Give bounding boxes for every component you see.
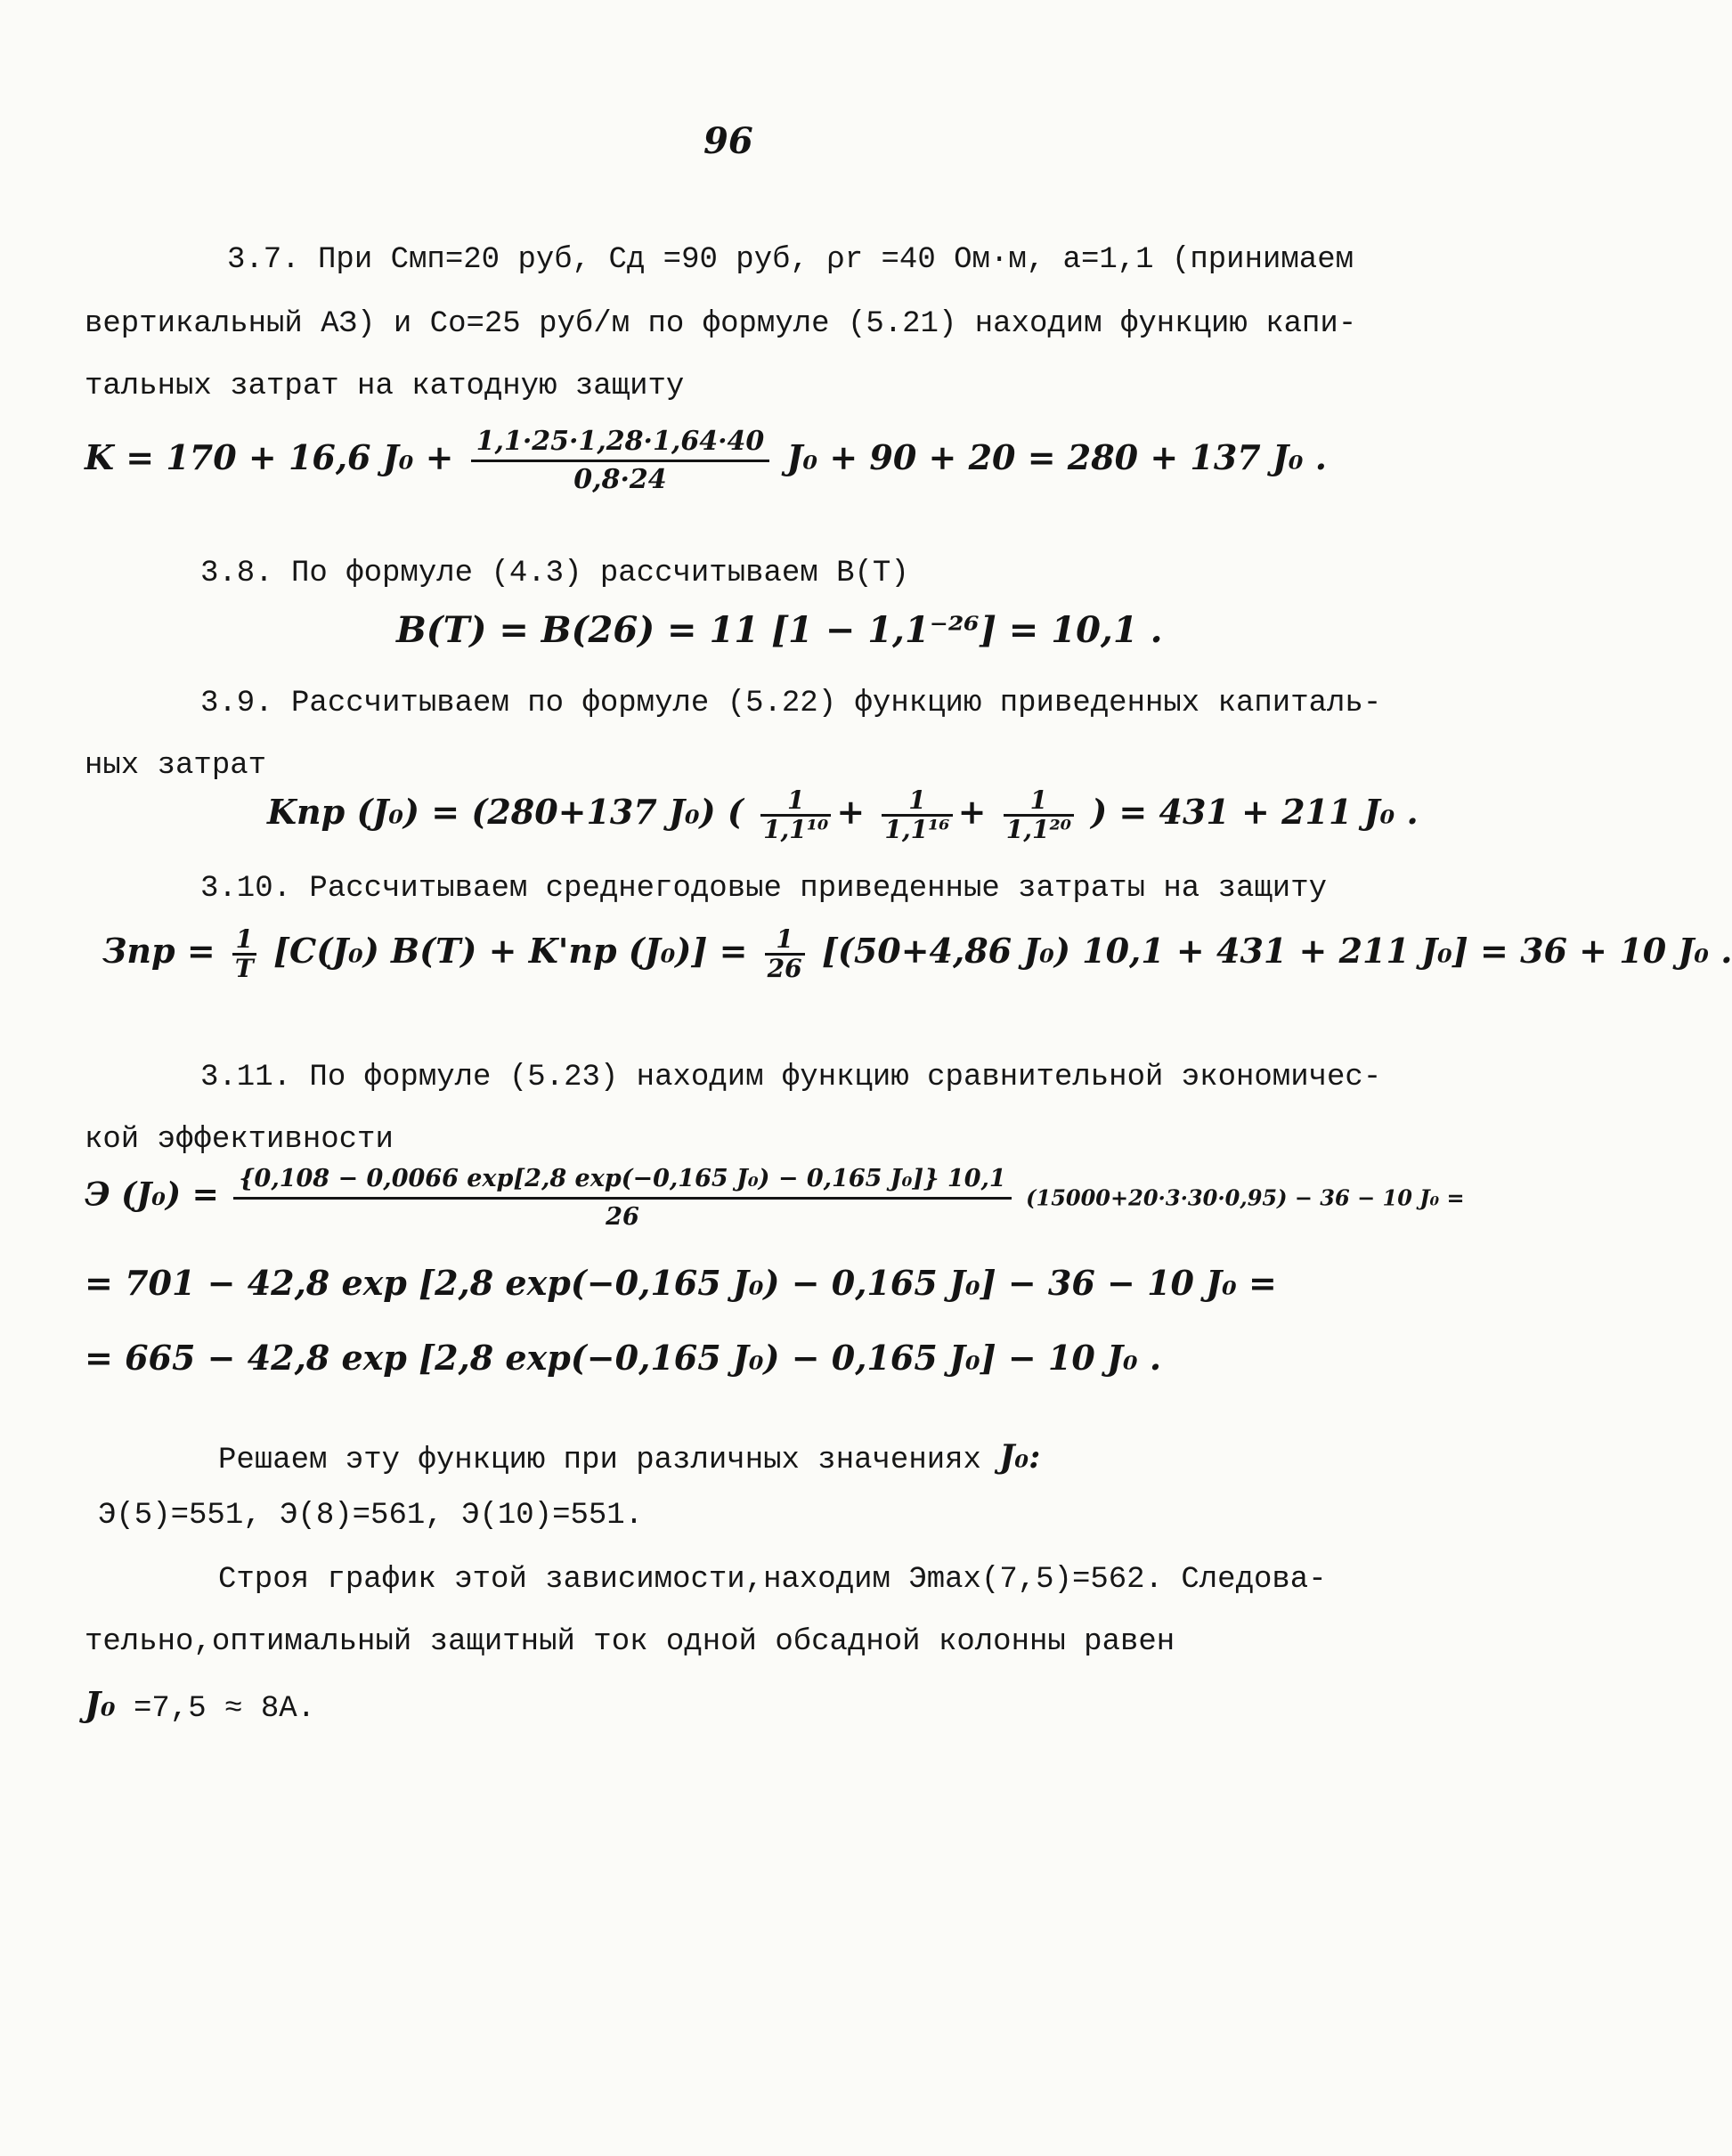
formula-kpr-f1-num: 1 [760,787,831,817]
formula-e-fraction [233,1163,1012,1233]
page-number: 96 [703,120,753,162]
formula-k-numerator: 1,1·25·1,28·1,64·40 [471,426,770,462]
formula-z-f1-num: 1 [232,926,256,956]
formula-z-fraction-1 [232,926,256,982]
formula-kpr-f3-den: 1,1²⁰ [1005,815,1071,844]
solve-line [218,1437,1040,1480]
formula-z-lhs: Зпр = [102,931,215,971]
formula-e-line-1 [85,1163,1465,1233]
formula-k [85,426,1327,496]
formula-e-denominator: 26 [606,1203,639,1231]
formula-kpr-lhs: Kпр (J₀) = (280+137 J₀) ( [267,792,744,832]
formula-z-mid: [C(J₀) B(T) + K'пр (J₀)] = [273,931,748,971]
formula-k-denominator: 0,8·24 [573,464,667,495]
formula-kpr: Kпр (J₀) = (280+137 J₀) ( $\frac{1}{\text{1,1¹⁰}}$ + $\frac{1}{\text{1,1¹⁶}}$ + $\frac{1}{\text{1,1²⁰}}$ ) = 431 + 211 J₀ . [267,785,1419,844]
formula-k-fraction [471,426,770,496]
graph-line-2: тельно,оптимальный защитный ток одной обсадной колонны равен [85,1625,1175,1659]
formula-kpr-fraction-2 [882,787,952,843]
formula-z [102,926,1732,982]
paragraph-3-10: 3.10. Рассчитываем среднегодовые приведенные затраты на защиту [200,872,1328,906]
formula-e-line-3: = 665 − 42,8 exp [2,8 exp(−0,165 J₀) − 0,165 J₀] − 10 J₀ . [85,1338,1162,1378]
formula-z-f2-num: 1 [765,926,805,956]
formula-kpr-f2-num: 1 [882,787,952,817]
formula-z-f1-den: T [234,954,254,983]
formula-b: B(T) = B(26) = 11 [1 − 1,1⁻²⁶] = 10,1 . [396,609,1163,651]
formula-e-line-2: = 701 − 42,8 exp [2,8 exp(−0,165 J₀) − 0,165 J₀] − 36 − 10 J₀ = [85,1263,1277,1303]
paragraph-3-7-line-1: 3.7. При Смп=20 руб, Сд =90 руб, ρr =40 Ом·м, а=1,1 (принимаем [227,243,1354,277]
paragraph-3-7-line-2: вертикальный АЗ) и Со=25 руб/м по формуле (5.21) находим функцию капи- [85,307,1357,341]
formula-kpr-f1-den: 1,1¹⁰ [763,815,829,844]
formula-kpr-fraction-3 [1004,787,1074,843]
formula-kpr-f3-num: 1 [1004,787,1074,817]
result-text: =7,5 ≈ 8А. [134,1692,316,1726]
paragraph-3-11-line-1: 3.11. По формуле (5.23) находим функцию сравнительной экономичес- [200,1061,1382,1094]
values-line: Э(5)=551, Э(8)=561, Э(10)=551. [98,1499,644,1533]
formula-z-f2-den: 26 [767,954,802,983]
formula-kpr-rhs: ) = 431 + 211 J₀ . [1091,792,1419,832]
graph-line-1: Строя график этой зависимости,находим Эmax(7,5)=562. Следова- [218,1563,1327,1597]
formula-k-lhs: K = 170 + 16,6 J₀ + [85,437,454,477]
result-variable: J₀ [85,1684,116,1724]
paragraph-3-9-line-1: 3.9. Рассчитываем по формуле (5.22) функцию приведенных капиталь- [200,687,1382,720]
formula-e-rhs: (15000+20·3·30·0,95) − 36 − 10 J₀ = [1026,1184,1465,1211]
formula-k-rhs: J₀ + 90 + 20 = 280 + 137 J₀ . [786,437,1328,477]
solve-text: Решаем эту функцию при различных значениях [218,1444,981,1477]
paragraph-3-7-line-3: тальных затрат на катодную защиту [85,370,685,403]
formula-z-fraction-2 [765,926,805,982]
formula-e-numerator: {0,108 − 0,0066 exp[2,8 exp(−0,165 J₀) − 0,165 J₀]} 10,1 [233,1163,1012,1200]
result-line [85,1685,315,1729]
formula-kpr-f2-den: 1,1¹⁶ [884,815,950,844]
paragraph-3-8: 3.8. По формуле (4.3) рассчитываем B(T) [200,557,909,590]
formula-z-rhs: [(50+4,86 J₀) 10,1 + 431 + 211 J₀] = 36 + 10 J₀ . [821,931,1732,971]
solve-variable: J₀: [999,1438,1041,1476]
paragraph-3-11-line-2: кой эффективности [85,1123,394,1157]
formula-kpr-fraction-1 [760,787,831,843]
formula-e-lhs: Э (J₀) = [85,1176,219,1214]
paragraph-3-9-line-2: ных затрат [85,749,267,783]
